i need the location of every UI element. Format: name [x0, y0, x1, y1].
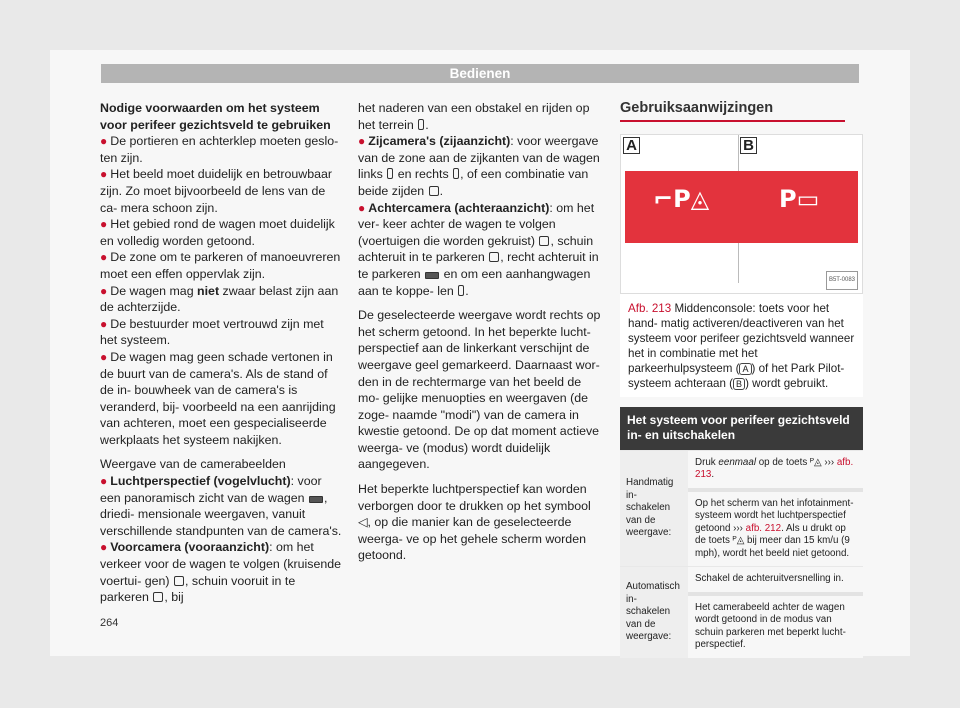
parking-camera-button-icon: ᴾ◬ [809, 456, 822, 468]
display-heading: Weergave van de camerabeelden [100, 457, 286, 472]
parking-camera-button-icon: ᴾ◬ [732, 535, 745, 547]
table-cell: Schakel de achteruitversnelling in. [688, 567, 863, 596]
hide-arrow-icon: ◁ [358, 515, 368, 530]
bullet-icon: ● [100, 134, 108, 149]
column-1 [100, 100, 342, 606]
list-item: ● Voorcamera (vooraanzicht): om het verkeer voor de wagen te volgen (kruisende voertui- gen) , schuin vooruit in te parkeren , bij [100, 540, 342, 605]
table-cell: Op het scherm van het infotainment- systeem wordt het luchtperspectief getoond ››› afb. 212. Als u drukt op de toets ᴾ◬ bij meer dan 15 km/u (9 mph), wordt het beeld niet getoond. [695, 497, 854, 559]
terrain-icon [418, 119, 424, 130]
table-title: Het systeem voor perifeer gezichtsveld in- en uitschakelen [620, 407, 863, 450]
figure-caption: Afb. 213 Middenconsole: toets voor het hand- matig activeren/deactiveren van het systeem voor perifeer gezichtsveld wanneer het in combinatie met het parkeerhulpsysteem ( A ) of het Park Pilot-systeem achteraan ( B ) wordt gebruikt. [620, 294, 863, 397]
bullet-icon: ● [100, 474, 108, 489]
list-item: ● Het gebied rond de wagen moet duidelijk en volledig worden getoond. [100, 217, 335, 248]
table-row-label: Automatisch in- schakelen van de weergave: [620, 567, 688, 658]
paragraph: Het beperkte luchtperspectief kan worden verborgen door te drukken op het symbool ◁, op die manier kan de geselecteerde weerga- ve op het gehele scherm worden getoond. [358, 482, 591, 563]
column-3 [620, 100, 863, 658]
table-row-label: Handmatig in- schakelen van de weergave: [620, 451, 688, 567]
table-cell: Het camerabeeld achter de wagen wordt getoond in de modus van schuin parkeren met beperkt lucht- perspectief. [695, 601, 846, 651]
figure-label-b: B [740, 137, 757, 154]
table-row [620, 566, 863, 658]
list-item: ● De bestuurder moet vertrouwd zijn met het systeem. [100, 316, 324, 348]
list-item: ● De zone om te parkeren of manoeuvreren moet een effen oppervlak zijn. [100, 250, 341, 281]
side-left-icon [387, 168, 393, 179]
list-item: ● De wagen mag geen schade vertonen in de buurt van de camera's. Als de stand of de in- bouwheek van de camera's is veranderd, bij- voorbeeld na een aanrijding van achteren, moet een gespecialiseerde werkplaats het systeem nakijken. [100, 349, 336, 447]
list-item: ● Het beeld moet duidelijk en betrouwbaar zijn. Zo moet bijvoorbeeld de lens van de ca- mera schoon zijn. [100, 167, 333, 215]
car-top-icon [309, 496, 323, 503]
requirements-heading: Nodige voorwaarden om het systeem voor perifeer gezichtsveld te gebruiken [100, 101, 331, 132]
list-item: ● Zijcamera's (zijaanzicht): voor weergave van de zone aan de zijkanten van de wagen links en rechts , of een combinatie van beide zijden . [358, 134, 600, 198]
car-front-icon [174, 576, 184, 586]
parking-camera-button-a [625, 171, 742, 243]
page-number: 264 [100, 617, 119, 629]
table-row [620, 450, 863, 567]
bullet-icon: ● [100, 349, 108, 364]
section-title: Gebruiksaanwijzingen [620, 100, 845, 122]
list-item: ● Luchtperspectief (vogelvlucht): voor een panoramisch zicht van de wagen , driedi- mensionale weergaven, vanuit verschillende standpunten van de camera's. [100, 474, 342, 538]
parking-camera-button-icon: ⌐P◬ [653, 184, 710, 213]
figure-label-a: A [623, 137, 640, 154]
parking-rear-straight-icon [425, 272, 439, 279]
activation-table [620, 407, 863, 658]
bullet-icon: ● [100, 167, 108, 182]
parking-rear-oblique-icon [489, 252, 499, 262]
bullet-icon: ● [100, 283, 108, 298]
figure-213 [620, 134, 863, 294]
bullet-icon: ● [100, 250, 108, 265]
list-item: ● De portieren en achterklep moeten geslo- ten zijn. [100, 134, 339, 165]
parking-oblique-icon [153, 592, 163, 602]
side-both-icon [429, 186, 439, 196]
side-right-icon [453, 168, 459, 179]
bullet-icon: ● [358, 200, 366, 215]
chapter-header: Bedienen [101, 64, 859, 83]
list-item: ● De wagen mag niet zwaar belast zijn aan de achterzijde. [100, 283, 339, 315]
bullet-icon: ● [100, 316, 108, 331]
crossing-rear-icon [539, 236, 549, 246]
parking-camera-button-icon: P▭ [779, 184, 820, 213]
bullet-icon: ● [100, 217, 108, 232]
figure-code: B5T-0083 [826, 271, 858, 290]
parking-camera-button-b [741, 171, 858, 243]
table-cell: Druk eenmaal op de toets ᴾ◬ ››› afb. 213. [688, 451, 863, 492]
paragraph: De geselecteerde weergave wordt rechts op het scherm getoond. In het beperkte lucht- perspectief aan de linkerkant verschijnt de weergave geel gemarkeerd. Daarnaast wor- den in de rechtermarge van het beeld de mo- gelijke menuopties en weergaven (de zoge- naamde "modi") van de camera in kwestie getoond. De op dat moment actieve weerga- ve (modus) wordt duidelijk aangegeven. [358, 308, 601, 472]
bullet-icon: ● [358, 134, 366, 149]
trailer-icon [458, 285, 464, 296]
page [50, 50, 910, 656]
column-2 [358, 100, 602, 564]
bullet-icon: ● [100, 540, 108, 555]
paragraph: het naderen van een obstakel en rijden op het terrein . [358, 101, 590, 132]
list-item: ● Achtercamera (achteraanzicht): om het ver- keer achter de wagen te volgen (voertuigen die worden gekruist) , schuin achteruit in te parkeren , recht achteruit in te parkeren en om een aanhangwagen aan te koppe- len . [358, 200, 599, 298]
